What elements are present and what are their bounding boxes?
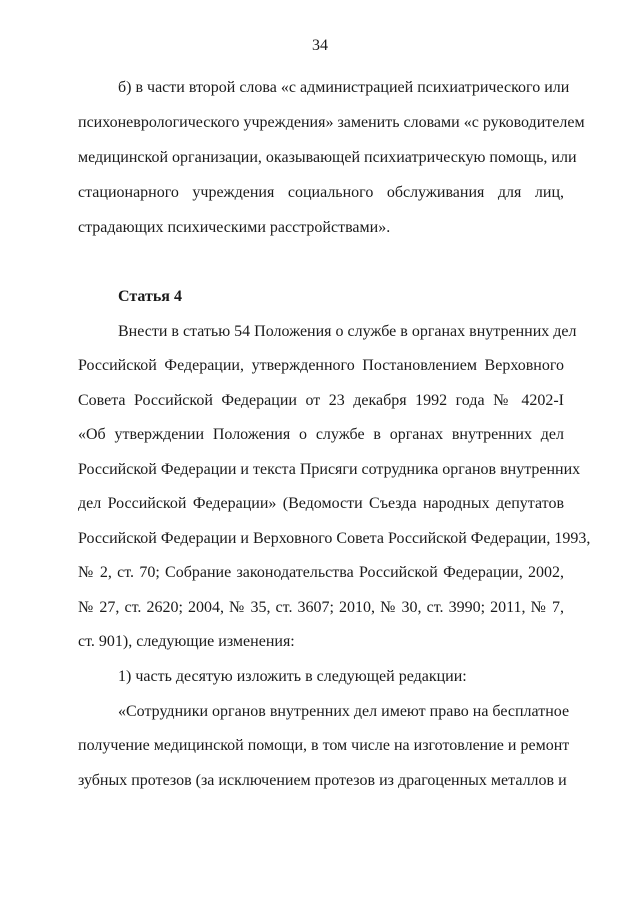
text-line: Совета Российской Федерации от 23 декабря 1992 года № 4202-I: [78, 392, 564, 409]
text-line: «Об утверждении Положения о службе в органах внутренних дел: [78, 426, 564, 443]
text-line: страдающих психическими расстройствами».: [78, 219, 391, 236]
text-line: психоневрологического учреждения» заменить словами «с руководителем: [78, 114, 585, 131]
text-line: Российской Федерации, утвержденного Постановлением Верховного: [78, 357, 564, 374]
text-line: зубных протезов (за исключением протезов из драгоценных металлов и: [78, 772, 567, 789]
text-line: № 2, ст. 70; Собрание законодательства Российской Федерации, 2002,: [78, 564, 564, 581]
article-heading: Статья 4: [118, 288, 182, 305]
list-item-1: 1) часть десятую изложить в следующей редакции:: [118, 668, 467, 685]
text-line: получение медицинской помощи, в том числе на изготовление и ремонт: [78, 737, 570, 754]
text-line: Российской Федерации и текста Присяги сотрудника органов внутренних: [78, 461, 581, 478]
text-line: стационарного учреждения социального обслуживания для лиц,: [78, 184, 564, 201]
text-line: № 27, ст. 2620; 2004, № 35, ст. 3607; 2010, № 30, ст. 3990; 2011, № 7,: [78, 599, 564, 616]
text-line: Российской Федерации и Верховного Совета Российской Федерации, 1993,: [78, 530, 591, 547]
page-number: 34: [312, 37, 328, 54]
text-line: Внести в статью 54 Положения о службе в органах внутренних дел: [118, 323, 577, 340]
text-line: медицинской организации, оказывающей психиатрическую помощь, или: [78, 149, 577, 166]
text-line: ст. 901), следующие изменения:: [78, 633, 295, 650]
text-line: б) в части второй слова «с администрацией психиатрического или: [118, 79, 570, 96]
text-line: дел Российской Федерации» (Ведомости Съезда народных депутатов: [78, 495, 564, 512]
text-line: «Сотрудники органов внутренних дел имеют право на бесплатное: [118, 703, 570, 720]
